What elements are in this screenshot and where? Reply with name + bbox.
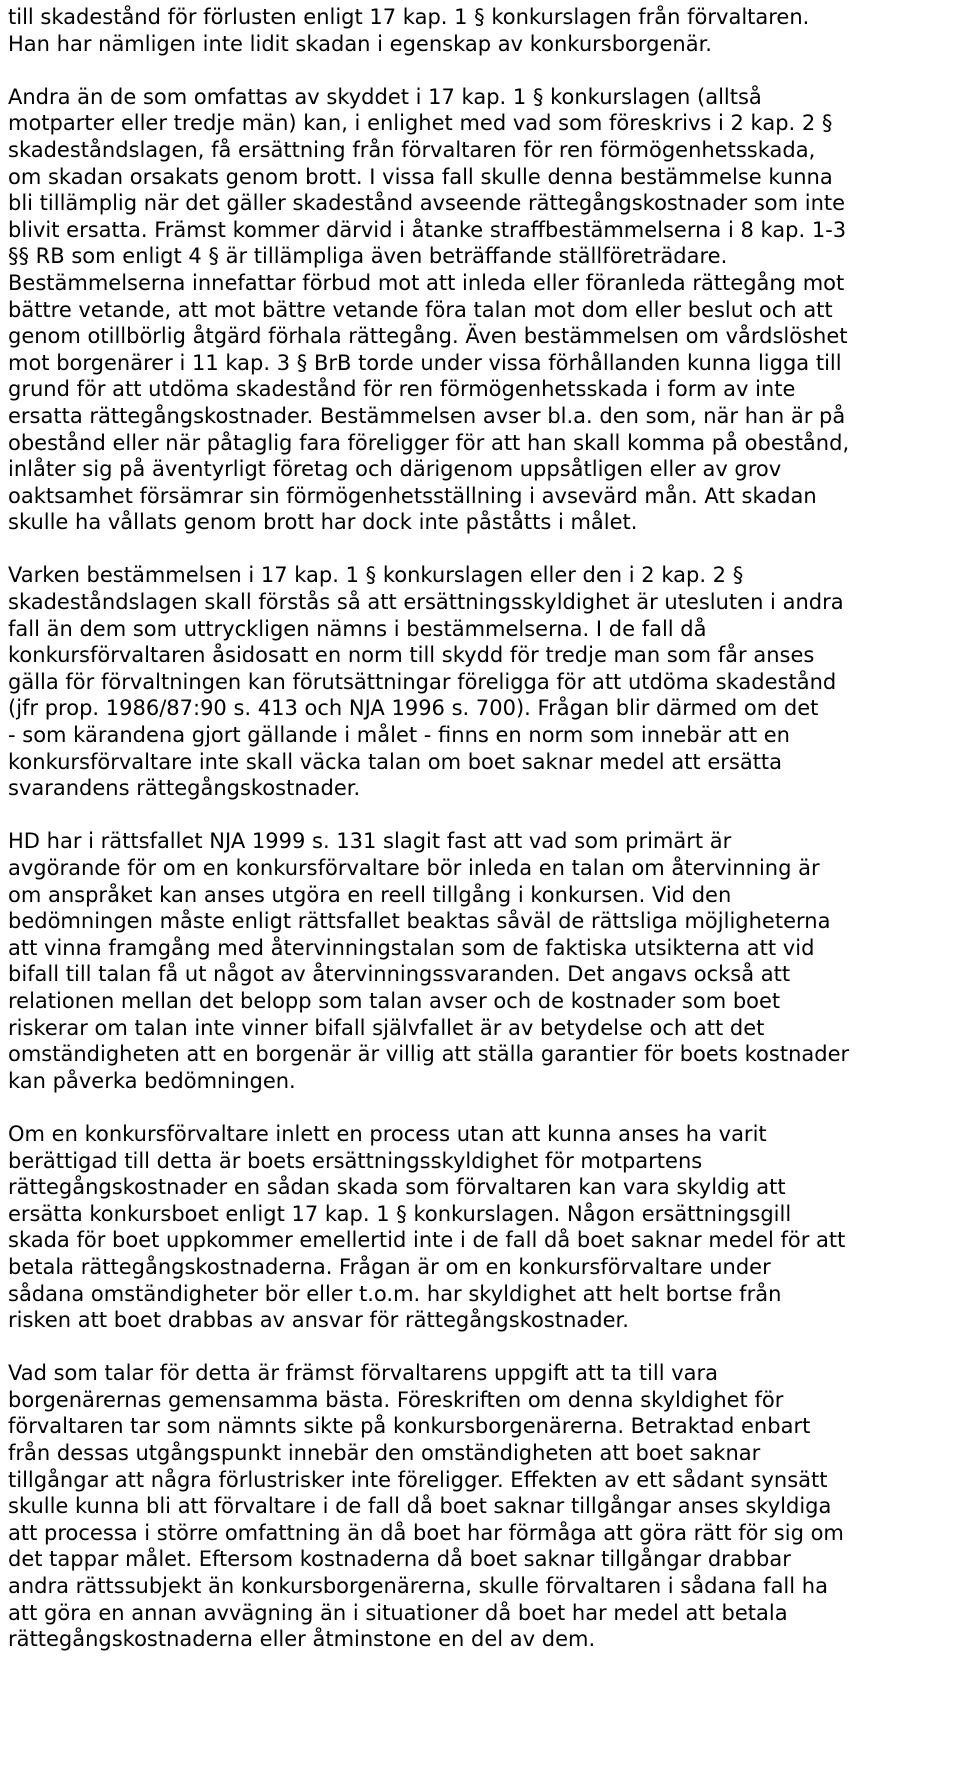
paragraph-1: till skadestånd för förlusten enligt 17 kap. 1 § konkurslagen från förvaltaren. Han har nämligen inte lidit skadan i egenskap av konkursborgenär. — [8, 5, 810, 56]
paragraph-3: Varken bestämmelsen i 17 kap. 1 § konkurslagen eller den i 2 kap. 2 § skadeståndslagen skall förstås så att ersättningsskyldighet är utesluten i andra fall än dem som uttryckligen nämns i bestämmelserna. I de fall då konkursförvaltaren åsidosatt en norm till skydd för tredje man som får anses gälla för förvaltningen kan förutsättningar föreligga för att utdöma skadestånd (jfr prop. 1986/87:90 s. 413 och NJA 1996 s. 700). Frågan blir därmed om det - som kärandena gjort gällande i målet - finns en norm som innebär att en konkursförvaltare inte skall väcka talan om boet saknar medel att ersätta svarandens rättegångskostnader. — [8, 563, 844, 801]
paragraph-5: Om en konkursförvaltare inlett en process utan att kunna anses ha varit berättigad till detta är boets ersättningsskyldighet för motpartens rättegångskostnader en sådan skada som förvaltaren kan vara skyldig att ersätta konkursboet enligt 17 kap. 1 § konkurslagen. Någon ersättningsgill skada för boet uppkommer emellertid inte i de fall då boet saknar medel för att betala rättegångskostnaderna. Frågan är om en konkursförvaltare under sådana omständigheter bör eller t.o.m. har skyldighet att helt bortse från risken att boet drabbas av ansvar för rättegångskostnader. — [8, 1121, 846, 1333]
paragraph-4: HD har i rättsfallet NJA 1999 s. 131 slagit fast att vad som primärt är avgörande för om en konkursförvaltare bör inleda en talan om återvinning är om anspråket kan anses utgöra en reell tillgång i konkursen. Vid den bedömningen måste enligt rättsfallet beaktas såväl de rättsliga möjligheterna att vinna framgång med återvinningstalan som de faktiska utsikterna att vid bifall till talan få ut något av återvinningssvaranden. Det angavs också att relationen mellan det belopp som talan avser och de kostnader som boet riskerar om talan inte vinner bifall självfallet är av betydelse och att det omständigheten att en borgenär är villig att ställa garantier för boets kostnader kan påverka bedömningen. — [8, 829, 850, 1093]
paragraph-6: Vad som talar för detta är främst förvaltarens uppgift att ta till vara borgenärernas gemensamma bästa. Föreskriften om denna skyldighet för förvaltaren tar som nämnts sikte på konkursborgenärerna. Betraktad enbart från dessas utgångspunkt innebär den omständigheten att boet saknar tillgångar att några förlustrisker inte föreligger. Effekten av ett sådant synsätt skulle kunna bli att förvaltare i de fall då boet saknar tillgångar anses skyldiga att processa i större omfattning än då boet har förmåga att göra rätt för sig om det tappar målet. Eftersom kostnaderna då boet saknar tillgångar drabbar andra rättssubjekt än konkursborgenärerna, skulle förvaltaren i sådana fall ha att göra en annan avvägning än i situationer då boet har medel att betala rättegångskostnaderna eller åtminstone en del av dem. — [8, 1361, 844, 1652]
paragraph-2: Andra än de som omfattas av skyddet i 17 kap. 1 § konkurslagen (alltså motparter eller tredje män) kan, i enlighet med vad som föreskrivs i 2 kap. 2 § skadeståndslagen, få ersättning från förvaltaren för ren förmögenhetsskada, om skadan orsakats genom brott. I vissa fall skulle denna bestämmelse kunna bli tillämplig när det gäller skadestånd avseende rättegångskostnader som inte blivit ersatta. Främst kommer därvid i åtanke straffbestämmelserna i 8 kap. 1-3 §§ RB som enligt 4 § är tillämpliga även beträffande ställföreträdare. Bestämmelserna innefattar förbud mot att inleda eller föranleda rättegång mot bättre vetande, att mot bättre vetande föra talan mot dom eller beslut och att genom otillbörlig åtgärd förhala rättegång. Även bestämmelsen om vårdslöshet mot borgenärer i 11 kap. 3 § BrB torde under vissa förhållanden kunna ligga till grund för att utdöma skadestånd för ren förmögenhetsskada i form av inte ersatta rättegångskostnader. Bestämmelsen avser bl.a. den som, när han är på obestånd eller när påtaglig fara föreligger för att han skall komma på obestånd, inlåter sig på äventyrligt företag och därigenom uppsåtligen eller av grov oaktsamhet försämrar sin förmögenhetsställning i avsevärd mån. Att skadan skulle ha vållats genom brott har dock inte påståtts i målet. — [8, 84, 850, 535]
